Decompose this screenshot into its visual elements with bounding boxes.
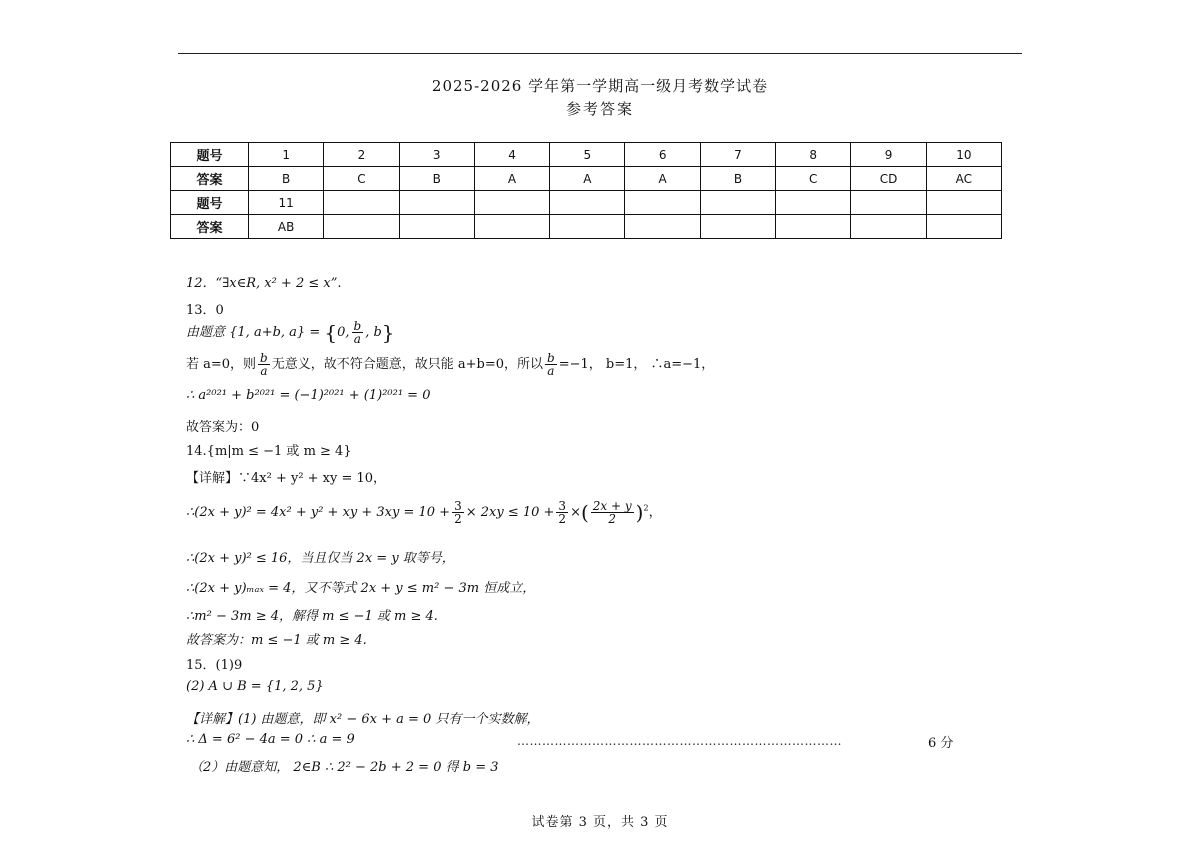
answer-cell: A	[550, 167, 625, 191]
row-label: 答案	[171, 215, 249, 239]
answer-cell	[324, 215, 399, 239]
frac-num: 3	[558, 499, 567, 513]
q13-answer: 13．0	[186, 303, 224, 318]
frac-den: 2	[608, 512, 617, 526]
fraction-b-over-a	[258, 352, 270, 377]
answer-cell: B	[399, 167, 474, 191]
frac-num: b	[547, 351, 555, 365]
question-number-cell: 7	[700, 143, 775, 167]
answer-cell	[474, 215, 549, 239]
question-number-cell	[700, 191, 775, 215]
fraction-2x-plus-y-over-2	[591, 500, 634, 525]
question-number-cell: 11	[249, 191, 324, 215]
question-number-cell	[550, 191, 625, 215]
q13-l2-b: 无意义，故不符合题意，故只能 a+b=0，所以	[271, 357, 543, 372]
frac-den: 2	[558, 512, 567, 526]
question-number-cell: 6	[625, 143, 700, 167]
q13-l2-a: 若 a=0，则	[186, 357, 257, 372]
q15-line-1: (2) A ∪ B = {1, 2, 5}	[186, 679, 324, 694]
frac-num: b	[353, 319, 362, 333]
answer-cell	[776, 215, 851, 239]
q14-answer: 14.{m|m ≤ −1 或 m ≥ 4}	[186, 444, 352, 459]
q14-line-4: ∴(2x + y)ₘₐₓ = 4，又不等式 2x + y ≤ m² − 3m 恒成立，	[186, 581, 536, 596]
fraction-3-over-2	[556, 500, 568, 525]
question-number-cell: 9	[851, 143, 926, 167]
row-label: 答案	[171, 167, 249, 191]
question-number-cell	[926, 191, 1001, 215]
paren-close: )	[635, 500, 644, 525]
answer-cell: AC	[926, 167, 1001, 191]
table-row	[171, 143, 1002, 167]
table-row	[171, 215, 1002, 239]
frac-num: 2x + y	[592, 499, 632, 513]
q14-line-5: ∴m² − 3m ≥ 4，解得 m ≤ −1 或 m ≥ 4.	[186, 609, 438, 624]
q14-line-3: ∴(2x + y)² ≤ 16，当且仅当 2x = y 取等号，	[186, 551, 455, 566]
answer-cell	[926, 215, 1001, 239]
q13-l2-c: =−1， b=1， ∴a=−1，	[558, 357, 715, 372]
q13-line-4: 故答案为：0	[186, 420, 260, 435]
answer-cell: C	[324, 167, 399, 191]
q13-set-a: 0,	[337, 325, 350, 340]
q13-line-1	[186, 320, 395, 345]
table-row	[171, 167, 1002, 191]
q13-line-2	[186, 352, 714, 377]
q14-l2-a: ∴(2x + y)² = 4x² + y² + xy + 3xy = 10 +	[186, 505, 451, 520]
table-row	[171, 191, 1002, 215]
answer-cell: B	[700, 167, 775, 191]
brace-open: {	[324, 320, 338, 345]
paren-open: (	[580, 500, 589, 525]
q15-line-2: 【详解】(1) 由题意，即 x² − 6x + a = 0 只有一个实数解，	[186, 712, 540, 727]
q12-answer: 12．“∃x∈R, x² + 2 ≤ x”.	[186, 276, 342, 291]
question-number-cell	[625, 191, 700, 215]
question-number-cell: 5	[550, 143, 625, 167]
frac-den: a	[353, 332, 361, 346]
fraction-b-over-a	[352, 320, 364, 345]
question-number-cell	[324, 191, 399, 215]
q14-l2-b: × 2xy ≤ 10 +	[465, 505, 555, 520]
answer-table	[170, 142, 1002, 239]
question-number-cell: 10	[926, 143, 1001, 167]
q14-l2-c: ×	[570, 505, 581, 520]
question-number-cell: 3	[399, 143, 474, 167]
answer-cell: C	[776, 167, 851, 191]
header-rule	[178, 53, 1022, 54]
frac-num: 3	[454, 499, 462, 513]
question-number-cell: 2	[324, 143, 399, 167]
q13-prefix: 由题意 {1, a+b, a} =	[186, 325, 325, 340]
page-footer: 试卷第 3 页，共 3 页	[531, 815, 669, 830]
answer-cell: CD	[851, 167, 926, 191]
brace-close: }	[381, 320, 395, 345]
q13-set-b: , b	[365, 325, 382, 340]
q14-line-2: ∴(2x + y)² = 4x² + y² + xy + 3xy = 10 + $\frac{3}{2}$ × 2xy ≤ 10 + $\frac{3}{2}$ ×( $\frac{2x + y}{2}$ )$^2$，	[186, 499, 662, 526]
frac-den: a	[547, 364, 555, 378]
frac-den: 2	[454, 512, 462, 526]
q13-line-3: ∴ a²⁰²¹ + b²⁰²¹ = (−1)²⁰²¹ + (1)²⁰²¹ = 0	[186, 388, 431, 403]
question-number-cell: 4	[474, 143, 549, 167]
answer-cell	[625, 215, 700, 239]
frac-den: a	[260, 364, 268, 378]
answer-cell: B	[249, 167, 324, 191]
answer-cell	[399, 215, 474, 239]
question-number-cell: 8	[776, 143, 851, 167]
question-number-cell	[399, 191, 474, 215]
answer-cell	[550, 215, 625, 239]
page-title: 2025-2026 学年第一学期高一级月考数学试卷	[431, 77, 769, 95]
q14-l2-d: ，	[648, 505, 662, 520]
q15-answer: 15．(1)9	[186, 658, 243, 673]
q15-line-3: ∴ Δ = 6² − 4a = 0 ∴ a = 9	[186, 732, 355, 747]
answer-cell	[700, 215, 775, 239]
page-subtitle: 参考答案	[565, 100, 634, 118]
score-label: 6 分	[928, 736, 954, 751]
question-number-cell	[474, 191, 549, 215]
leader-dots: ……………………………………………………………………	[517, 734, 842, 748]
answer-cell	[851, 215, 926, 239]
answer-cell: A	[625, 167, 700, 191]
row-label: 题号	[171, 143, 249, 167]
q15-line-4: （2）由题意知， 2∈B ∴ 2² − 2b + 2 = 0 得 b = 3	[190, 760, 499, 775]
fraction-3-over-2	[452, 500, 464, 525]
question-number-cell: 1	[249, 143, 324, 167]
fraction-b-over-a	[545, 352, 557, 377]
answer-cell: AB	[249, 215, 324, 239]
q14-line-6: 故答案为：m ≤ −1 或 m ≥ 4.	[186, 633, 367, 648]
row-label: 题号	[171, 191, 249, 215]
frac-num: b	[260, 351, 268, 365]
q14-line-1: 【详解】∵4x² + y² + xy = 10，	[186, 471, 387, 486]
question-number-cell	[776, 191, 851, 215]
answer-cell: A	[474, 167, 549, 191]
question-number-cell	[851, 191, 926, 215]
